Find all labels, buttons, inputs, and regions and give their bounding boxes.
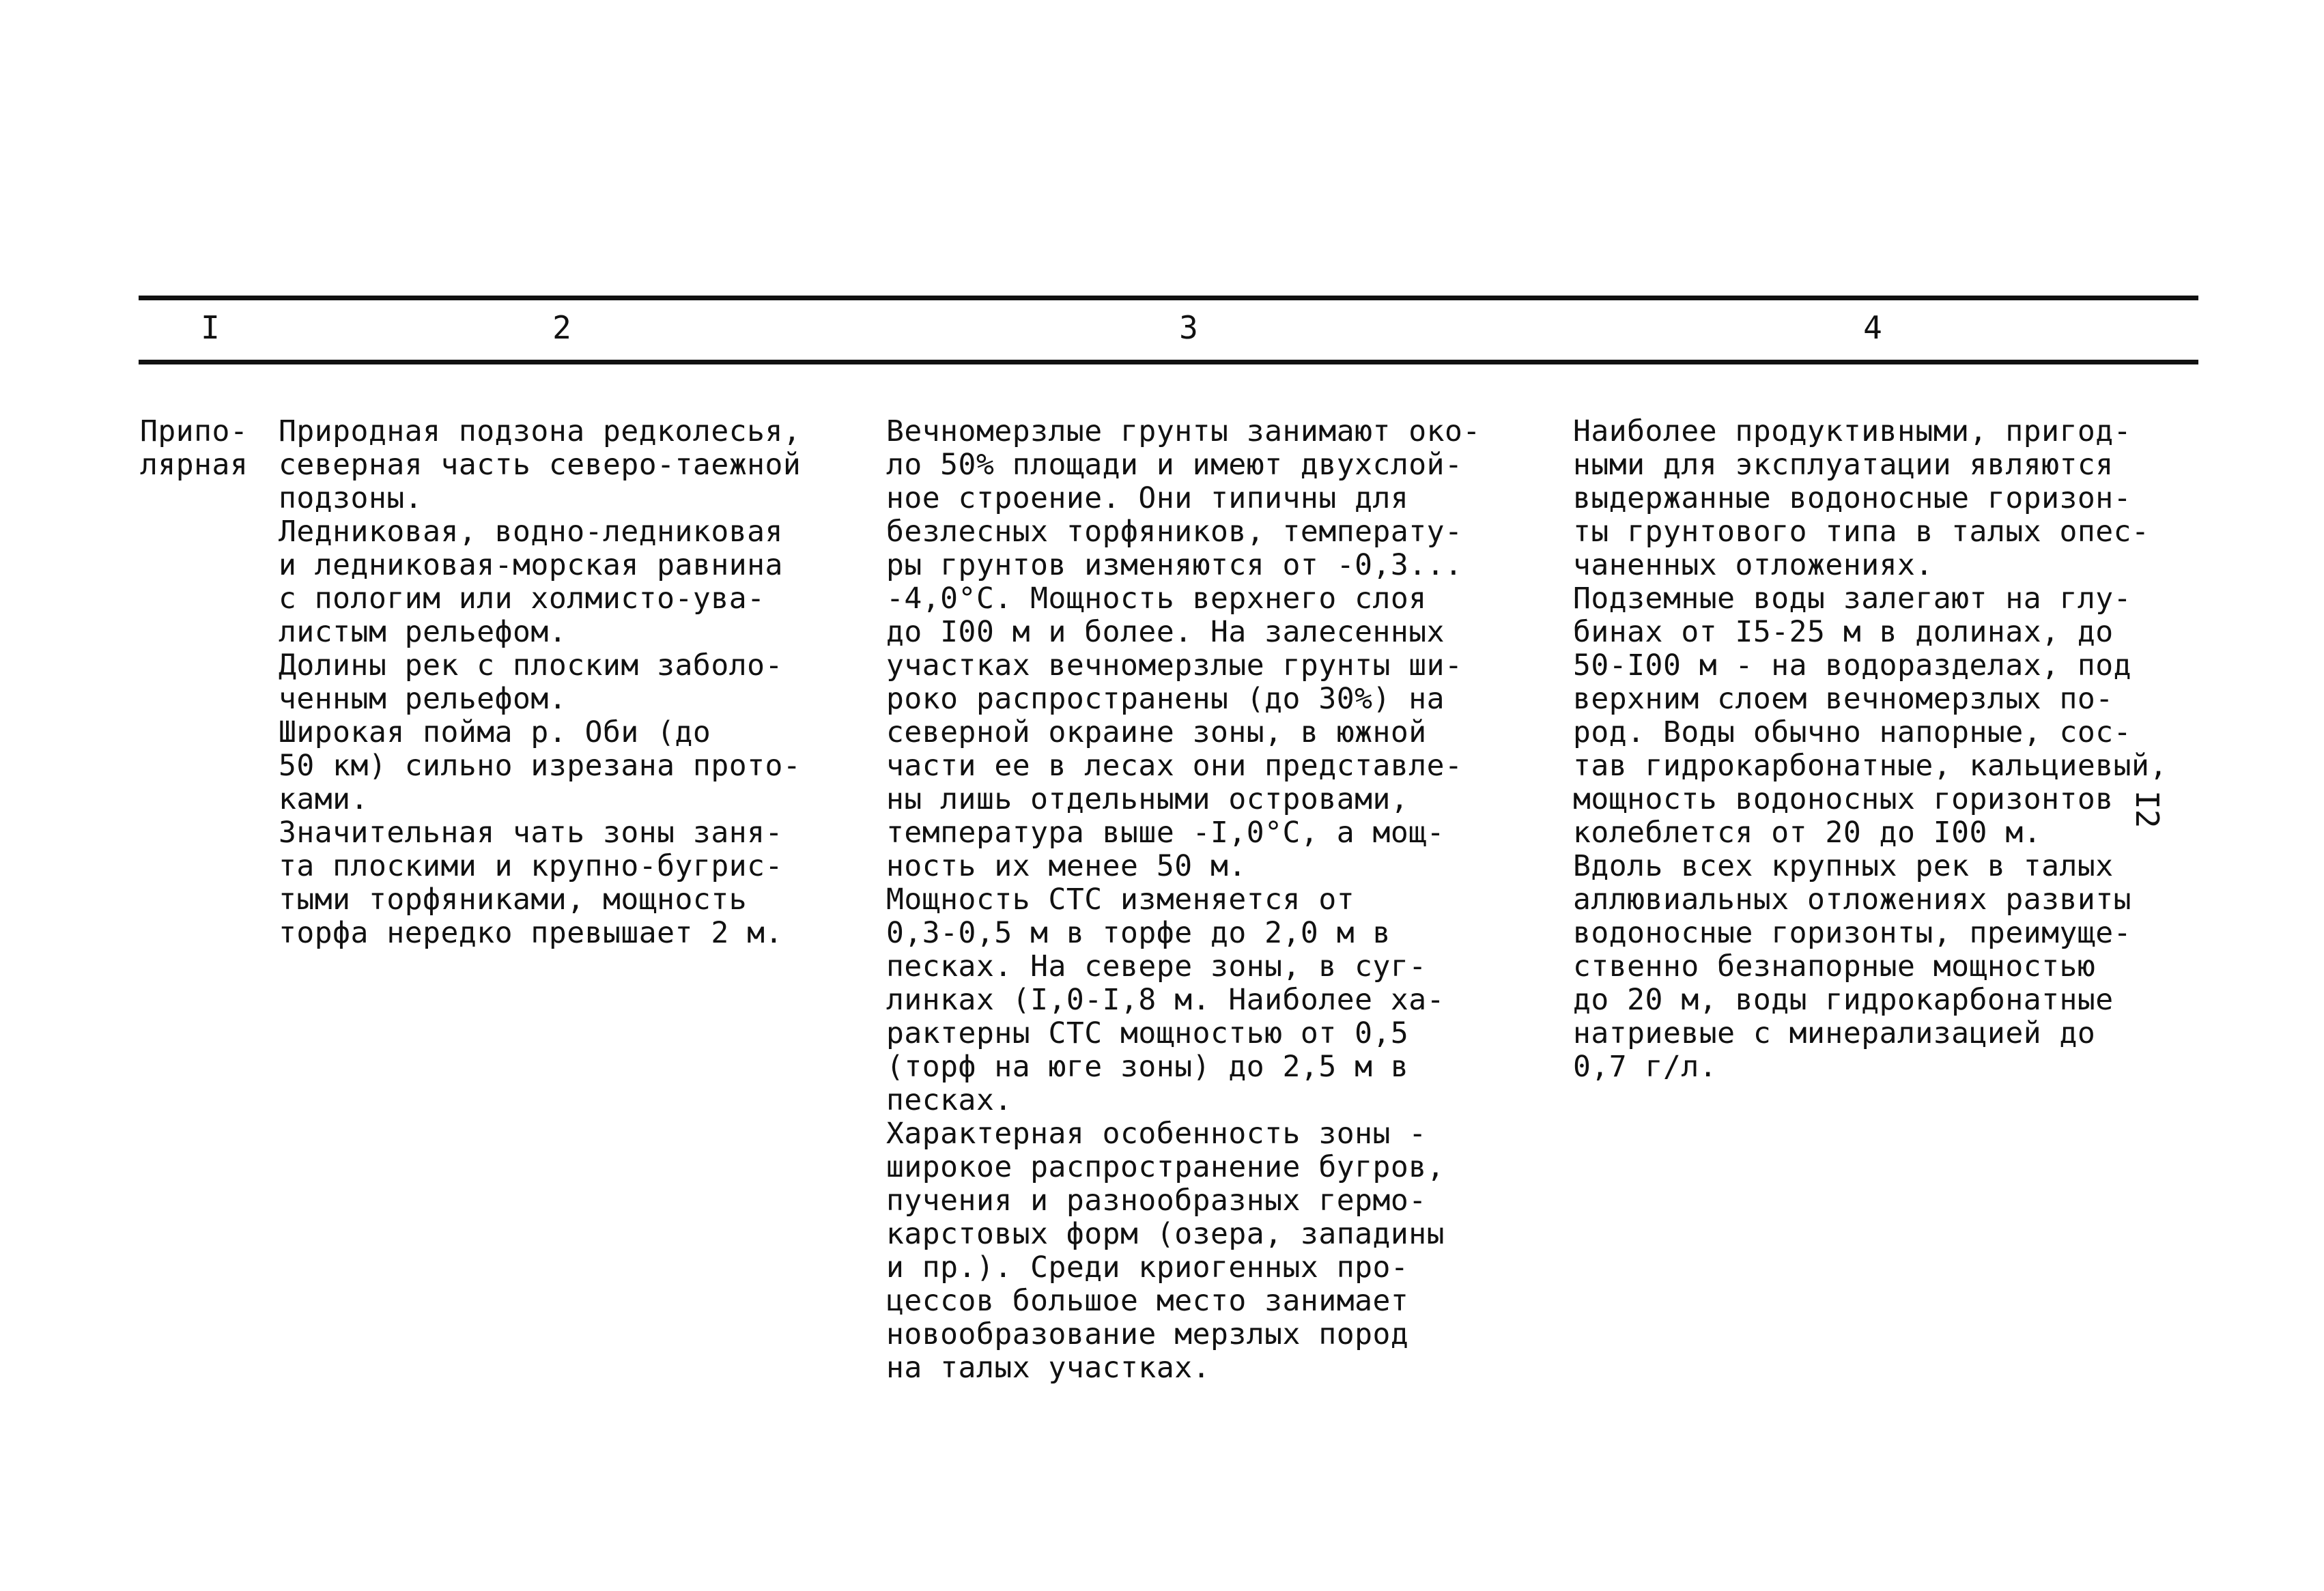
table-header-bottom-rule (139, 360, 2198, 364)
page-number: I2 (2129, 790, 2166, 829)
cell-permafrost-conditions: Вечномерзлые грунты занимают око- ло 50% площади и имеют двухслой- ное строение. Они типичны для безлесных торфяников, температу- ры грунтов изменяются от -0,3... -4,0°С. Мощность верхнего слоя до I00 м и более. На залесенных участках вечномерзлые грунты ши- роко распространены (до 30%) на северной окраине зоны, в южной части ее в лесах они представле- ны лишь отдельными островами, температура выше -I,0°С, а мощ- ность их менее 50 м. Мощность СТС изменяется от 0,3-0,5 м в торфе до 2,0 м в песках. На севере зоны, в суг- линках (I,0-I,8 м. Наиболее ха- рактерны СТС мощностью от 0,5 (торф на юге зоны) до 2,5 м в песках. Характерная особенность зоны - широкое распространение бугров, пучения и разнообразных гермо- карстовых форм (озера, западины и пр.). Среди криогенных про- цессов большое место занимает новообразование мерзлых пород на талых участках. (886, 414, 1481, 1385)
column-header-2: 2 (552, 309, 571, 346)
table-top-rule (139, 296, 2198, 300)
cell-groundwater-conditions: Наиболее продуктивными, пригод- ными для эксплуатации являются выдержанные водоносные горизон- ты грунтового типа в талых опес- чаненных отложениях. Подземные воды залегают на глу- бинах от I5-25 м в долинах, до 50-I00 м - на водоразделах, под верхним слоем вечномерзлых по- род. Воды обычно напорные, сос- тав гидрокарбонатные, кальциевый, мощность водоносных горизонтов колеблется от 20 до I00 м. Вдоль всех крупных рек в талых аллювиальных отложениях развиты водоносные горизонты, преимуще- ственно безнапорные мощностью до 20 м, воды гидрокарбонатные натриевые с минерализацией до 0,7 г/л. (1573, 414, 2168, 1084)
column-header-3: 3 (1179, 309, 1198, 346)
column-header-1: I (201, 309, 220, 346)
cell-landscape-description: Природная подзона редколесья, северная часть северо-таежной подзоны. Ледниковая, водно-ледниковая и ледниковая-морская равнина с пологим или холмисто-ува- листым рельефом. Долины рек с плоским заболо- ченным рельефом. Широкая пойма р. Оби (до 50 км) сильно изрезана прото- ками. Значительная чать зоны заня- та плоскими и крупно-бугрис- тыми торфяниками, мощность торфа нередко превышает 2 м. (279, 414, 802, 950)
cell-zone-name: Припо- лярная (140, 414, 249, 482)
column-header-4: 4 (1863, 309, 1882, 346)
